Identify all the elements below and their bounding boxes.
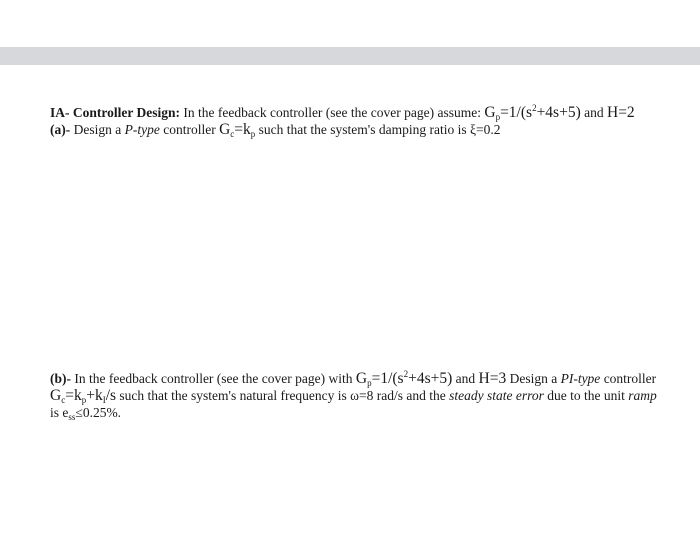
- part-b-text: is: [50, 405, 60, 420]
- part-b-label: (b)-: [50, 371, 71, 386]
- part-a-text: controller: [163, 122, 216, 137]
- gp-equation: $G_p=1/(s^2+4s+5)$: [355, 369, 453, 388]
- part-ia-heading: IA- Controller Design:: [50, 105, 180, 120]
- part-ia-block: [50, 104, 635, 138]
- part-a-label: (a)-: [50, 122, 71, 137]
- part-ia-intro: In the feedback controller (see the cover page) assume:: [183, 105, 481, 120]
- h-value: H=3: [478, 370, 507, 387]
- ess-equation: $e_{ss}\le 0.25\%$.: [62, 405, 122, 422]
- part-b-line-1: [50, 370, 657, 387]
- part-b-line-3: [50, 404, 657, 421]
- steady-state-error-term: steady state error: [449, 388, 544, 403]
- part-b-text: such that the system's natural frequency is ω=8 rad/s and the: [119, 388, 446, 403]
- h-value: H=2: [607, 104, 635, 121]
- part-a-text: Design a: [73, 122, 122, 137]
- and-word: and: [584, 105, 604, 120]
- pi-type-term: PI-type: [560, 371, 601, 386]
- part-b-line-2: [50, 387, 657, 404]
- damping-ratio-text: such that the system's damping ratio is ξ=0.2: [258, 122, 501, 137]
- gp-equation: $G_p=1/(s^2+4s+5)$: [484, 103, 581, 122]
- part-b-text: due to the unit: [547, 388, 625, 403]
- part-a-line: [50, 121, 635, 138]
- part-ia-line: [50, 104, 635, 121]
- part-b-block: [50, 370, 657, 421]
- and-word: and: [455, 371, 476, 386]
- part-b-text: Design a: [509, 371, 558, 386]
- part-b-text: In the feedback controller (see the cover page) with: [74, 371, 353, 386]
- p-type-term: P-type: [124, 122, 160, 137]
- ramp-term: ramp: [628, 388, 657, 403]
- gc-equation: $G_c=k_p+k_I/s$: [50, 387, 117, 405]
- part-b-text: controller: [603, 371, 657, 386]
- gc-equation: $G_c=k_p$: [219, 121, 256, 139]
- top-gray-band: [0, 47, 700, 65]
